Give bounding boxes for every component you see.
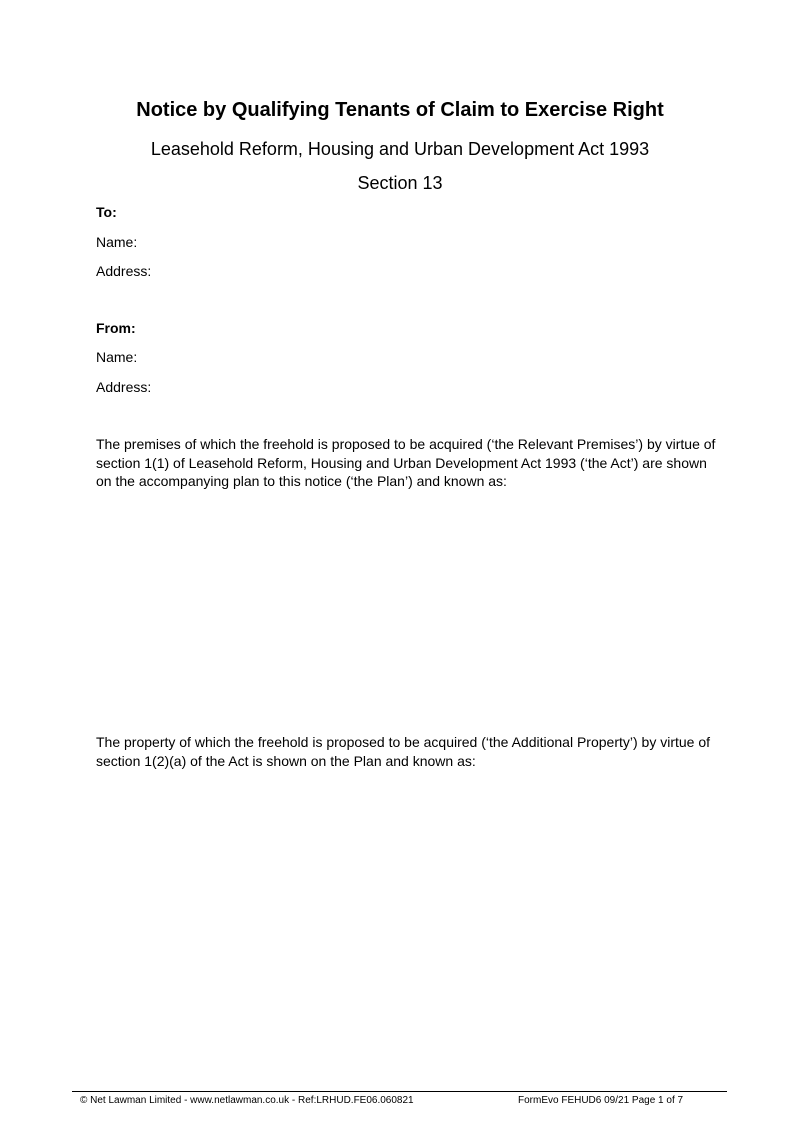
to-name-label: Name: bbox=[96, 234, 138, 250]
to-heading: To: bbox=[96, 204, 117, 220]
footer-divider bbox=[72, 1091, 727, 1092]
relevant-premises-paragraph: The premises of which the freehold is proposed to be acquired (‘the Relevant Premises’) by virtue of section 1(1) of Leasehold Reform, Housing and Urban Development Act 1993 (‘the Act’) are shown on the accompanying plan to this notice (‘the Plan’) and known as: bbox=[96, 436, 716, 489]
section-subtitle: Section 13 bbox=[357, 173, 443, 193]
act-subtitle: Leasehold Reform, Housing and Urban Development Act 1993 bbox=[150, 139, 650, 159]
page-title: Notice by Qualifying Tenants of Claim to Exercise Right bbox=[136, 99, 664, 121]
from-heading: From: bbox=[96, 320, 136, 336]
footer-copyright: © Net Lawman Limited - www.netlawman.co.uk - Ref:LRHUD.FE06.060821 bbox=[80, 1095, 414, 1106]
to-address-label: Address: bbox=[96, 263, 152, 279]
from-address-label: Address: bbox=[96, 379, 152, 395]
from-name-label: Name: bbox=[96, 349, 138, 365]
footer-page-info: FormEvo FEHUD6 09/21 Page 1 of 7 bbox=[518, 1095, 684, 1106]
additional-property-paragraph: The property of which the freehold is proposed to be acquired (‘the Additional Property’) by virtue of section 1(2)(a) of the Act is shown on the Plan and known as: bbox=[96, 734, 711, 769]
